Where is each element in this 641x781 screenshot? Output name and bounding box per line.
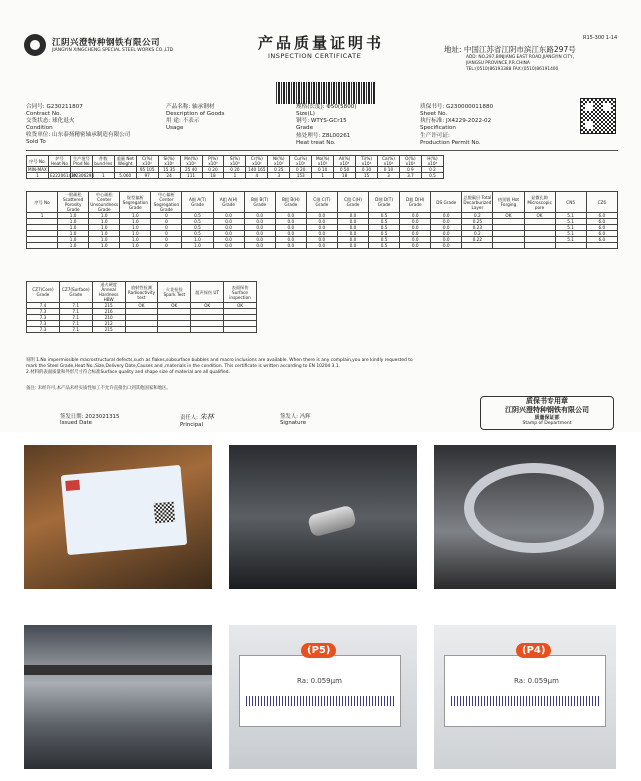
- bearing-assembly-photo: [24, 625, 212, 769]
- table-cell: 7.3: [27, 321, 60, 327]
- heat-treat-field: 热处理号: Z8L00261 Heat treat No.: [296, 133, 351, 146]
- table-cell: [493, 243, 524, 249]
- table-cell: 1.0: [89, 243, 120, 249]
- column-header: Si(%) x10²: [158, 156, 180, 167]
- column-header: 中心偏析 Center Segregation Grade: [151, 192, 182, 213]
- chemical-composition-table: [26, 155, 444, 179]
- table-cell: 0.0: [431, 219, 462, 225]
- address-en-line: ADD: NO.297,BINJIANG EAST ROAD,JIANGYIN CITY,: [466, 55, 574, 60]
- table-cell: 5.1: [555, 231, 586, 237]
- column-header: 退火硬度 Anneal Hardness HBW: [92, 282, 125, 303]
- table-cell: 215: [92, 327, 125, 333]
- table-cell: 0.0: [306, 243, 337, 249]
- column-header: B粗 B(H) Grade: [275, 192, 306, 213]
- table-cell: 1: [224, 173, 246, 179]
- table-cell: 0 25: [268, 167, 290, 173]
- table-cell: 1.0: [120, 225, 151, 231]
- column-header: CZ6: [586, 192, 617, 213]
- signer: 签发人: 冯辉 Signature: [280, 414, 311, 426]
- table-cell: 6.0: [586, 231, 617, 237]
- roughness-wave: [451, 696, 599, 706]
- remark-line: 2.材料的表面质量和外形尺寸符合标准Surface quality and shape size of material are all qualified.: [26, 370, 230, 375]
- table-cell: 0.0: [213, 219, 244, 225]
- table-cell: 0.5: [369, 237, 400, 243]
- column-header: 生产批号 Prod No: [70, 156, 92, 167]
- table-cell: MIN-MAX: [28, 167, 47, 172]
- table-cell: 0.0: [213, 213, 244, 219]
- table-cell: 3: [268, 173, 290, 179]
- table-cell: 1.0: [89, 237, 120, 243]
- form-ref: R15-300 1-14: [583, 35, 618, 41]
- inspection-results-table: [26, 191, 618, 249]
- table-row: [27, 327, 257, 333]
- column-header: Ca(%) x10⁴: [378, 156, 400, 167]
- table-cell: 1.0: [182, 243, 213, 249]
- table-row: [27, 173, 444, 179]
- table-cell: OK: [224, 303, 257, 309]
- table-cell: 0: [151, 231, 182, 237]
- table-cell: OK: [191, 303, 224, 309]
- address-cn: 地址: 中国江苏省江阴市滨江东路297号: [444, 45, 576, 54]
- table-cell: 0.0: [400, 243, 431, 249]
- principal: 责任人: 朱林 Principal: [180, 413, 214, 428]
- goods-field: 产品名称: 轴承钢材 Description of Goods: [166, 104, 225, 117]
- table-cell: 0.5: [182, 231, 213, 237]
- table-cell: 210: [92, 315, 125, 321]
- column-header: S(%) x10³: [224, 156, 246, 167]
- table-cell: 0.0: [337, 225, 368, 231]
- photo-label-p4: (P4): [516, 643, 551, 658]
- contract-field: 合同号: G230211807 Contract No.: [26, 104, 83, 117]
- table-cell: 0: [151, 213, 182, 219]
- certificate-title-cn: 产品质量证明书: [258, 34, 385, 52]
- table-cell: 5.1: [555, 225, 586, 231]
- table-cell: 0.0: [431, 213, 462, 219]
- product-tag: [61, 465, 188, 555]
- table-cell: [191, 327, 224, 333]
- column-header: 显微孔隙 Microscopic pore: [524, 192, 555, 213]
- table-cell: 153: [290, 173, 312, 179]
- table-cell: 0 9: [399, 167, 421, 173]
- table-cell: M2306294: [71, 173, 95, 178]
- table-cell: 4: [246, 173, 268, 179]
- table-cell: 7.1: [59, 327, 92, 333]
- table-cell: 0: [151, 237, 182, 243]
- column-header: A细 A(T) Grade: [182, 192, 213, 213]
- table-cell: 0.0: [306, 231, 337, 237]
- table-cell: 140 165: [246, 167, 268, 173]
- table-cell: 0.5: [182, 213, 213, 219]
- table-cell: OK: [524, 213, 555, 219]
- table-cell: 5.1: [555, 213, 586, 219]
- table-cell: 212: [92, 321, 125, 327]
- table-cell: 1.0: [58, 225, 89, 231]
- column-header: B细 B(T) Grade: [244, 192, 275, 213]
- table-cell: 0.0: [244, 237, 275, 243]
- remark-line: 说明 1.No impermissible macrostructural defects,such as flakes,subsurface bubbles and macro inclusions are available. When there is any complain,you are kindly requested to: [26, 358, 413, 363]
- table-cell: 0.0: [275, 231, 306, 237]
- company-logo-icon: [24, 34, 46, 56]
- table-cell: [27, 243, 58, 249]
- principal-signature: 朱林: [199, 413, 214, 421]
- table-cell: 6.0: [586, 213, 617, 219]
- roughness-plot: [239, 655, 401, 727]
- table-cell: 1.0: [120, 237, 151, 243]
- photo-label-p5: (P5): [301, 643, 336, 658]
- table-cell: 0.5: [369, 219, 400, 225]
- column-header: H(%) x10⁴: [421, 156, 443, 167]
- table-row: [27, 243, 618, 249]
- bearing-ring-photo: [434, 445, 616, 589]
- table-cell: 1.0: [120, 219, 151, 225]
- column-header: 件数 bund-les: [94, 156, 113, 166]
- table-cell: 1: [27, 173, 49, 179]
- table-cell: 1.0: [58, 213, 89, 219]
- table-cell: 0.0: [244, 243, 275, 249]
- company-name-en: JIANGYIN XINGCHENG SPECIAL STEEL WORKS CO.,LTD: [52, 48, 174, 53]
- table-cell: 1.0: [89, 225, 120, 231]
- table-cell: 1.0: [120, 213, 151, 219]
- table-cell: 0.0: [213, 231, 244, 237]
- condition-field: 交货状态: 球化退火 Condition: [26, 118, 75, 131]
- table-cell: 0.0: [275, 237, 306, 243]
- roughness-test-photo-p5: [229, 625, 417, 769]
- table-cell: 0.0: [306, 219, 337, 225]
- column-header: 炉号 Heat No: [48, 156, 70, 167]
- table-cell: 6.0: [586, 225, 617, 231]
- remark-line: 备注: 未经许可,本产品未经实质性加工不允许直接出口到其他国家和地区。: [26, 386, 171, 391]
- table-cell: 0.0: [213, 237, 244, 243]
- table-cell: E22206142X: [49, 173, 77, 178]
- remark-line: mark the Steel Grade,Heat No.,Size,Delivery Date,Causes and ,materials in the condition. This certificate is written according to EN 10204 3.1.: [26, 364, 341, 369]
- table-cell: 7.3: [27, 315, 60, 321]
- table-cell: OK: [125, 303, 158, 309]
- column-header: 中心疏松 Center Unsoundness Grade: [90, 192, 119, 212]
- table-cell: 0.0: [306, 237, 337, 243]
- table-cell: 1.0: [89, 231, 120, 237]
- table-cell: 7.1: [59, 309, 92, 315]
- table-cell: 0.5: [369, 213, 400, 219]
- column-header: 锭型偏析 Segregation Grade: [120, 192, 151, 213]
- table-cell: 0.0: [244, 225, 275, 231]
- table-cell: 15 35: [158, 167, 180, 173]
- table-cell: 0 20: [224, 167, 246, 173]
- table-cell: 0.0: [244, 219, 275, 225]
- table-cell: 1.0: [89, 213, 120, 219]
- bearing-band: [24, 665, 212, 675]
- table-cell: 1.0: [58, 231, 89, 237]
- ra-value-p4: Ra: 0.059μm: [514, 677, 559, 685]
- table-cell: 0 2: [421, 167, 443, 173]
- table-cell: 1.0: [182, 237, 213, 243]
- divider: [26, 150, 618, 151]
- issued-date: 签发日期: 2023021315 Issued Date: [60, 414, 120, 426]
- table-cell: 0.0: [306, 225, 337, 231]
- grade-field: 钢号: WTYS-GCr15 Grade: [296, 118, 347, 131]
- table-cell: [125, 327, 158, 333]
- table-cell: 7.4: [27, 303, 60, 309]
- table-cell: 0.0: [213, 225, 244, 231]
- size-field: 规格(长度): Φ50(5800) Size(L): [296, 104, 357, 117]
- table-cell: 0.2: [462, 213, 493, 219]
- table-cell: 0.0: [337, 237, 368, 243]
- address-en-line: TEL:(0510)86193388 FAX:(0510)86191400: [466, 67, 559, 72]
- column-header: CZ7(Core) Grade: [27, 282, 60, 303]
- table-cell: 5.1: [555, 219, 586, 225]
- spec-field: 执行标准: JX4229-2022-02 Specification: [420, 118, 492, 131]
- column-header: 超声探伤 UT: [191, 282, 224, 303]
- column-header: 一般疏松 Scattered Porosity Grade: [58, 192, 89, 213]
- sold-to-field: 收货单位: 山东泰扬精密轴承制造有限公司 Sold To: [26, 132, 131, 145]
- column-header: 重量 Net Weight: [114, 156, 136, 167]
- table-cell: 24: [158, 173, 180, 179]
- table-cell: 0.0: [275, 213, 306, 219]
- table-cell: [555, 243, 586, 249]
- column-header: 序号 No.: [27, 156, 49, 167]
- column-header: 表面探伤 Surface inspection: [224, 282, 257, 303]
- table-cell: 0.5: [182, 225, 213, 231]
- table-cell: 0 10: [312, 167, 334, 173]
- table-cell: 18: [202, 173, 224, 179]
- table-cell: 1.0: [58, 219, 89, 225]
- column-header: A粗 A(H) Grade: [213, 192, 244, 213]
- column-header: O(%) x10⁴: [399, 156, 421, 167]
- column-header: 放射性检测 Radioactivity test: [125, 282, 158, 303]
- table-cell: [224, 327, 257, 333]
- table-cell: 0.0: [431, 231, 462, 237]
- qr-code-icon: [580, 98, 616, 134]
- table-cell: 0 30: [356, 167, 378, 173]
- table-cell: 3: [378, 173, 400, 179]
- ra-value-p5: Ra: 0.059μm: [297, 677, 342, 685]
- roughness-plot: [444, 655, 606, 727]
- table-cell: 0.0: [244, 231, 275, 237]
- table-cell: 0.0: [275, 225, 306, 231]
- table-cell: 15: [356, 173, 378, 179]
- column-header: 总脱碳层 Total Decarburized Layer: [462, 192, 493, 213]
- table-cell: 0.0: [213, 243, 244, 249]
- address-en-line: JIANGSU PROVINCE,P.R.CHINA: [466, 61, 530, 66]
- table-cell: 0.0: [400, 225, 431, 231]
- table-cell: 0.5: [369, 225, 400, 231]
- hardness-test-table: [26, 281, 257, 333]
- table-cell: 0: [151, 243, 182, 249]
- column-header: Ti(%) x10⁴: [356, 156, 378, 167]
- column-header: C粗 C(H) Grade: [337, 192, 368, 213]
- table-cell: 0.22: [462, 237, 493, 243]
- table-cell: 215: [92, 303, 125, 309]
- table-cell: 5.060: [114, 173, 136, 179]
- column-header: 火花检验 Spark Test: [158, 282, 191, 303]
- table-cell: 0 20: [290, 167, 312, 173]
- column-header: 热顶锻 Hot Forging: [493, 192, 524, 213]
- column-header: Cr(%) x10²: [246, 156, 268, 167]
- table-cell: 1: [312, 173, 334, 179]
- table-cell: 0 10: [378, 167, 400, 173]
- column-header: D细 D(T) Grade: [369, 192, 400, 213]
- sheet-field: 质保书号: G230000011880 Sheet No.: [420, 104, 494, 117]
- table-cell: 95 105: [136, 167, 158, 173]
- table-cell: 0.0: [431, 237, 462, 243]
- table-cell: 3.7: [399, 173, 421, 179]
- table-cell: 0.0: [337, 231, 368, 237]
- table-cell: 7.3: [27, 309, 60, 315]
- table-cell: 0.0: [275, 219, 306, 225]
- table-cell: 0.5: [421, 173, 443, 179]
- table-cell: 0: [151, 219, 182, 225]
- table-cell: 0: [151, 225, 182, 231]
- roughness-wave: [246, 696, 394, 706]
- usage-field: 用 途: 不表示 Usage: [166, 118, 200, 131]
- column-header: P(%) x10³: [202, 156, 224, 167]
- table-cell: 0.5: [182, 219, 213, 225]
- table-cell: 0.0: [306, 213, 337, 219]
- table-cell: 0.0: [400, 213, 431, 219]
- table-cell: 6.0: [586, 237, 617, 243]
- table-cell: 0.0: [337, 213, 368, 219]
- table-cell: 1.0: [120, 231, 151, 237]
- table-cell: 0 20: [202, 167, 224, 173]
- address-en: [466, 55, 636, 73]
- table-cell: [524, 243, 555, 249]
- table-cell: [586, 243, 617, 249]
- table-cell: OK: [158, 303, 191, 309]
- table-cell: 97: [136, 173, 158, 179]
- table-cell: 0.5: [369, 231, 400, 237]
- permit-field: 生产许可证: Production Permit No.: [420, 133, 481, 146]
- table-cell: 0.0: [275, 243, 306, 249]
- certificate-title-en: INSPECTION CERTIFICATE: [268, 52, 362, 60]
- table-cell: 0 50: [334, 167, 356, 173]
- column-header: Al(%) x10³: [334, 156, 356, 167]
- table-cell: 0.0: [431, 243, 462, 249]
- column-header: Cu(%) x10²: [290, 156, 312, 167]
- table-cell: 0.0: [400, 237, 431, 243]
- table-cell: 0.0: [337, 219, 368, 225]
- table-cell: 5.1: [555, 237, 586, 243]
- table-cell: 7.1: [59, 321, 92, 327]
- table-cell: 0.0: [431, 225, 462, 231]
- column-header: D粗 D(H) Grade: [400, 192, 431, 213]
- column-header: 序号 No: [27, 192, 58, 213]
- table-cell: 0.23: [462, 225, 493, 231]
- column-header: CZ7(Surface) Grade: [59, 282, 92, 303]
- column-header: Mo(%) x10²: [312, 156, 334, 167]
- column-header: CN5: [555, 192, 586, 213]
- table-cell: 0.25: [462, 219, 493, 225]
- column-header: DS Grade: [431, 192, 462, 213]
- table-cell: 1: [92, 173, 114, 179]
- barcode-icon: [276, 82, 376, 104]
- roughness-test-photo-p4: [434, 625, 616, 769]
- table-cell: [158, 327, 191, 333]
- table-cell: 25 40: [180, 167, 202, 173]
- remarks: [26, 358, 616, 392]
- table-cell: 0.0: [244, 213, 275, 219]
- column-header: Mn(%) x10²: [180, 156, 202, 167]
- roller-test-photo: [229, 445, 417, 589]
- table-cell: 0.0: [337, 243, 368, 249]
- table-cell: 1.0: [58, 243, 89, 249]
- table-cell: 0.2: [462, 231, 493, 237]
- table-cell: [462, 243, 493, 249]
- table-cell: 0.5: [369, 243, 400, 249]
- table-cell: 6.0: [586, 219, 617, 225]
- table-cell: 1.0: [58, 237, 89, 243]
- table-cell: 7.1: [59, 315, 92, 321]
- table-cell: 0.0: [400, 231, 431, 237]
- roller-part: [307, 504, 357, 537]
- product-tag-photo: [24, 445, 212, 589]
- company-name-cn: 江阴兴澄特种钢铁有限公司: [52, 38, 161, 48]
- table-cell: 7.1: [59, 303, 92, 309]
- quality-stamp: 质保书专用章 江阴兴澄特种钢铁有限公司 质量保证部 Stamp of Department: [480, 396, 614, 430]
- column-header: Ni(%) x10²: [268, 156, 290, 167]
- table-cell: 18: [334, 173, 356, 179]
- table-cell: 111: [180, 173, 202, 179]
- table-cell: 216: [92, 309, 125, 315]
- bearing-ring: [464, 463, 604, 553]
- column-header: C(%) x10²: [136, 156, 158, 167]
- table-cell: 7.3: [27, 327, 60, 333]
- table-cell: OK: [493, 213, 524, 219]
- table-cell: 0.0: [400, 219, 431, 225]
- table-cell: 1: [27, 213, 58, 219]
- table-cell: 1.0: [89, 219, 120, 225]
- table-cell: 1.0: [120, 243, 151, 249]
- column-header: C细 C(T) Grade: [306, 192, 337, 213]
